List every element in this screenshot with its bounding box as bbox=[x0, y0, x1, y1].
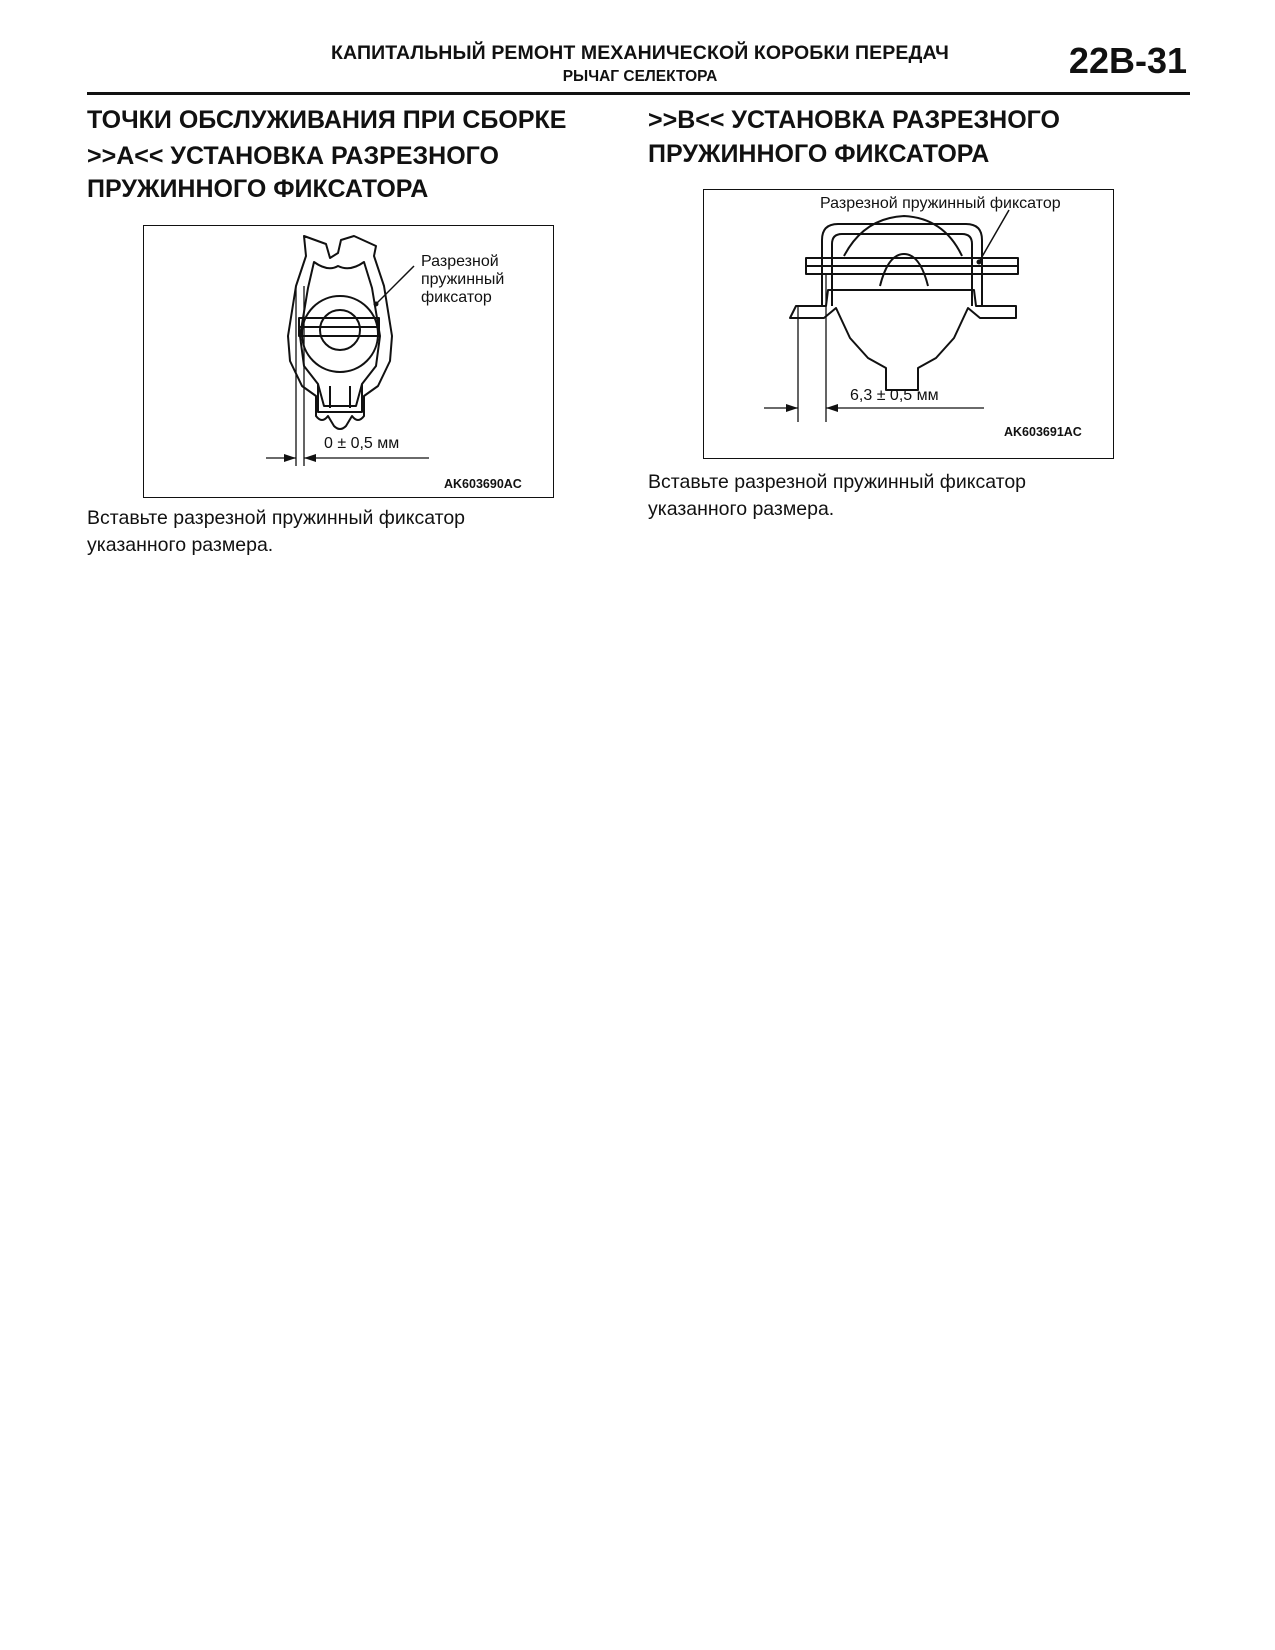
figure-a-id: AK603690AC bbox=[444, 477, 522, 491]
figure-a bbox=[143, 225, 554, 498]
figure-a-label-line2: пружинный bbox=[421, 271, 505, 288]
figure-b-label: Разрезной пружинный фиксатор bbox=[820, 195, 1061, 212]
figure-b-dimension: 6,3 ± 0,5 мм bbox=[850, 387, 939, 404]
figure-a-illustration bbox=[144, 226, 552, 496]
figure-a-label-line3: фиксатор bbox=[421, 289, 492, 306]
subheading-a-line1: >>A<< УСТАНОВКА РАЗРЕЗНОГО bbox=[87, 142, 499, 170]
page-number: 22B-31 bbox=[1068, 40, 1187, 81]
subheading-b-line1: >>B<< УСТАНОВКА РАЗРЕЗНОГО bbox=[648, 106, 1060, 134]
figure-a-label-line1: Разрезной bbox=[421, 253, 499, 270]
subheading-b-line2: ПРУЖИННОГО ФИКСАТОРА bbox=[648, 140, 990, 168]
caption-a-line2: указанного размера. bbox=[87, 534, 274, 556]
caption-b-line2: указанного размера. bbox=[648, 498, 835, 520]
figure-a-dimension: 0 ± 0,5 мм bbox=[324, 435, 400, 452]
caption-b-line1: Вставьте разрезной пружинный фиксатор bbox=[648, 471, 1027, 493]
header-rule bbox=[87, 92, 1190, 95]
section-heading: ТОЧКИ ОБСЛУЖИВАНИЯ ПРИ СБОРКЕ bbox=[87, 106, 567, 134]
figure-b bbox=[703, 189, 1114, 459]
figure-b-id: AK603691AC bbox=[1004, 425, 1082, 439]
caption-a-line1: Вставьте разрезной пружинный фиксатор bbox=[87, 507, 466, 529]
header-title: КАПИТАЛЬНЫЙ РЕМОНТ МЕХАНИЧЕСКОЙ КОРОБКИ ПЕРЕДАЧ bbox=[331, 42, 949, 64]
header-subtitle: РЫЧАГ СЕЛЕКТОРА bbox=[562, 68, 718, 85]
subheading-a-line2: ПРУЖИННОГО ФИКСАТОРА bbox=[87, 175, 429, 203]
figure-b-illustration bbox=[704, 190, 1112, 457]
